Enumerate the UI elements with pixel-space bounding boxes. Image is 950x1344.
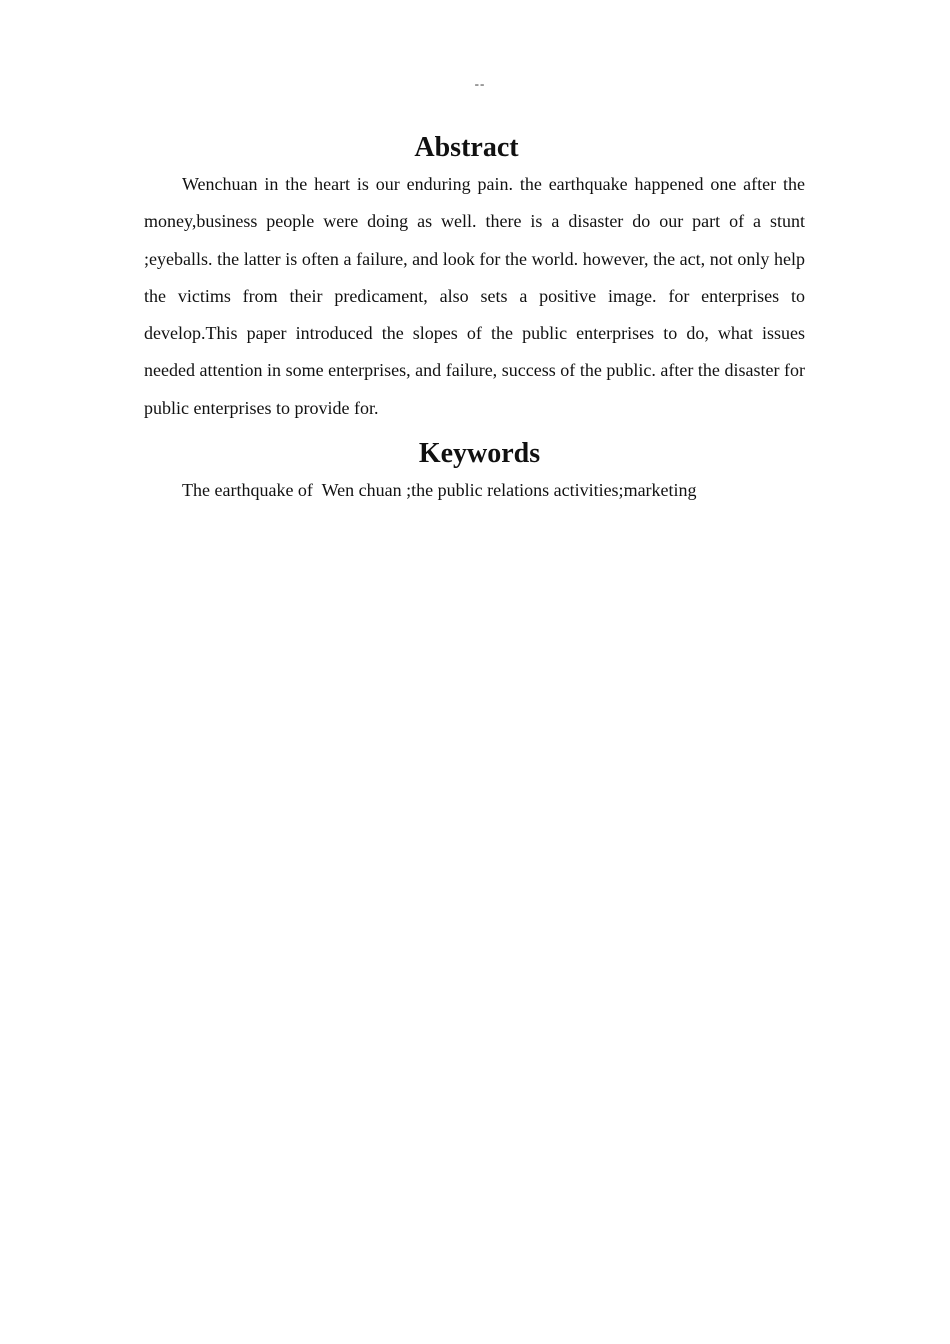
page-header-mark: -- xyxy=(474,76,486,91)
keywords-heading: Keywords xyxy=(418,438,541,470)
abstract-body: Wenchuan in the heart is our enduring pain. the earthquake happened one after the money,business people were doing as well. there is a disaster do our part of a stunt ;eyeballs. the latter is often a failure, and look for the world. however, the act, not only help the victims from their predicament, also sets a positive image. for enterprises to develop.This paper introduced the slopes of the public enterprises to do, what issues needed attention in some enterprises, and failure, success of the public. after the disaster for public enterprises to provide for. xyxy=(144,174,805,418)
keywords-body: The earthquake of Wen chuan ;the public relations activities;marketing xyxy=(182,480,697,501)
page-content xyxy=(144,130,805,509)
abstract-heading: Abstract xyxy=(414,132,519,163)
